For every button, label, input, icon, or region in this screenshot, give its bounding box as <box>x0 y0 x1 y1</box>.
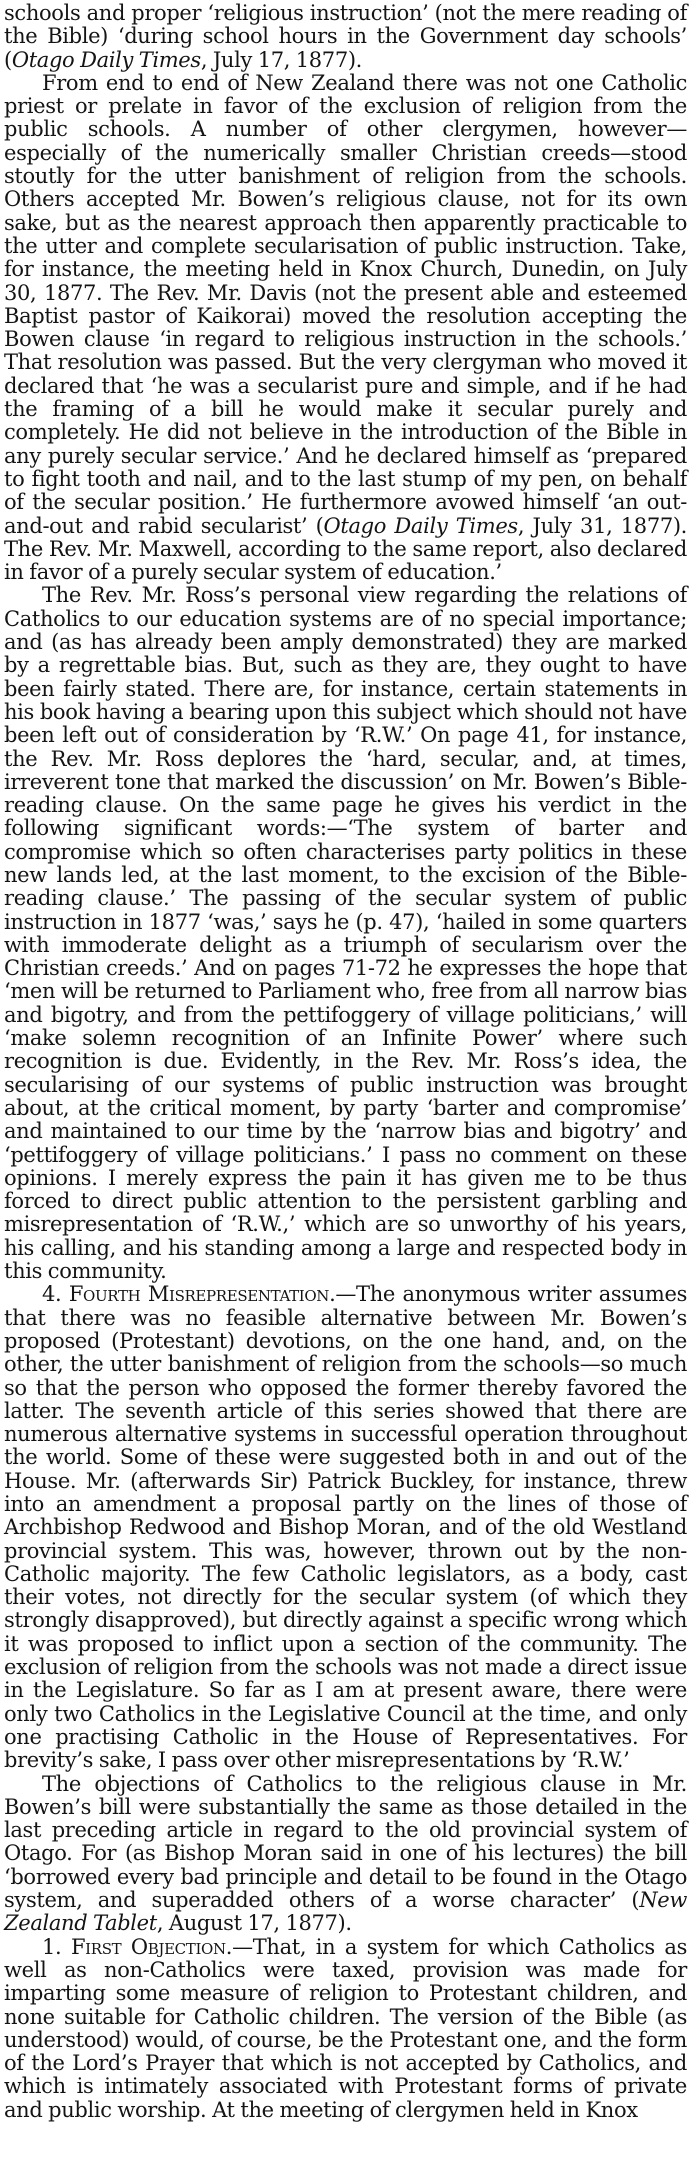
paragraph <box>4 72 687 585</box>
publication-title: Otago Daily Times <box>11 47 201 72</box>
section-heading: First Objection <box>70 1934 226 1959</box>
paragraph-text: .—The anonymous writer assumes that there was no feasible alternative between Mr. Bowen’s proposed (Protestant) devotions, on the one hand, and, on the other, the utter banishment of religion from the schools—so much so that the person who opposed the former thereby favored the latter. The seventh article of this series showed that there are numerous alternative systems in successful operation throughout the world. Some of these were suggested both in and out of the House. Mr. (afterwards Sir) Patrick Buckley, for instance, threw into an amendment a proposal partly on the lines of those of Archbishop Redwood and Bishop Moran, and of the old Westland provincial system. This was, however, thrown out by the non-Catholic majority. The few Catholic legislators, as a body, cast their votes, not directly for the secular system (of which they strongly disapproved), but directly against a specific wrong which it was proposed to inflict upon a section of the community. The exclusion of religion from the schools was not made a direct issue in the Legislature. So far as I am at present aware, there were only two Catholics in the Legislative Council at the time, and only one practising Catholic in the House of Representatives. For brevity’s sake, I pass over other misrepresentations by ‘R.W.’ <box>4 1282 687 1773</box>
paragraph-text: The objections of Catholics to the religious clause in Mr. Bowen’s bill were substantially the same as those detailed in the last preceding article in regard to the old provincial system of Otago. For (as Bishop Moran said in one of his lectures) the bill ‘borrowed every bad principle and detail to be found in the Otago system, and superadded others of a worse character’ ( <box>4 1771 687 1913</box>
article-body <box>4 2 687 2122</box>
paragraph <box>4 1936 687 2122</box>
paragraph-text: 1. <box>42 1934 71 1959</box>
paragraph-text: .—That, in a system for which Catholics as well as non-Catholics were taxed, provision was made for imparting some measure of religion to Protestant children, and none suitable for Catholic children. The version of the Bible (as understood) would, of course, be the Protestant one, and the form of the Lord’s Prayer that which is not accepted by Catholics, and which is intimately associated with Protestant forms of private and public worship. At the meeting of clergymen held in Knox <box>4 1934 687 2122</box>
paragraph-text: From end to end of New Zealand there was not one Catholic priest or prelate in favor of the exclusion of religion from the public schools. A number of other clergymen, however—especially of the numerically smaller Christian creeds—stood stoutly for the utter banishment of religion from the schools. Others accepted Mr. Bowen’s religious clause, not for its own sake, but as the nearest approach then apparently practicable to the utter and complete secularisation of public instruction. Take, for instance, the meeting held in Knox Church, Dunedin, on July 30, 1877. The Rev. Mr. Davis (not the present able and esteemed Baptist pastor of Kaikorai) moved the resolution accepting the Bowen clause ‘in regard to religious instruction in the schools.’ That resolution was passed. But the very clergyman who moved it declared that ‘he was a secularist pure and simple, and if he had the framing of a bill he would make it secular purely and completely. He did not believe in the introduction of the Bible in any purely secular service.’ And he declared himself as ‘prepared to fight tooth and nail, and to the last stump of my pen, on behalf of the secular position.’ He furthermore avowed himself ‘an out-and-out and rabid secularist’ ( <box>4 70 687 538</box>
publication-title: Otago Daily Times <box>323 513 518 538</box>
section-heading: Fourth Misrepresentation <box>68 1282 330 1307</box>
paragraph-text: The Rev. Mr. Ross’s personal view regarding the relations of Catholics to our education systems are of no special importance; and (as has already been amply demonstrated) they are marked by a regrettable bias. But, such as they are, they ought to have been fairly stated. There are, for instance, certain statements in his book having a bearing upon this subject which should not have been left out of consideration by ‘R.W.’ On page 41, for instance, the Rev. Mr. Ross deplores the ‘hard, secular, and, at times, irreverent tone that marked the discussion’ on Mr. Bowen’s Bible-reading clause. On the same page he gives his verdict in the following significant words:—‘The system of barter and compromise which so often characterises party politics in these new lands led, at the last moment, to the excision of the Bible-reading clause.’ The passing of the secular system of public instruction in 1877 ‘was,’ says he (p. 47), ‘hailed in some quarters with immoderate delight as a triumph of secularism over the Christian creeds.’ And on pages 71-72 he expresses the hope that ‘men will be returned to Parliament who, free from all narrow bias and bigotry, and from the pettifoggery of village politicians,’ will ‘make solemn recognition of an Infinite Power’ where such recognition is due. Evidently, in the Rev. Mr. Ross’s idea, the secularising of our systems of public instruction was brought about, at the critical moment, by party ‘barter and compromise’ and maintained to our time by the ‘narrow bias and bigotry’ and ‘pettifoggery of village politicians.’ I pass no comment on these opinions. I merely express the pain it has given me to be thus forced to direct public attention to the persistent garbling and misrepresentation of ‘R.W.,’ which are so unworthy of his years, his calling, and his standing among a large and respected body in this community. <box>4 583 687 1284</box>
paragraph <box>4 1773 687 1936</box>
paragraph <box>4 1283 687 1772</box>
paragraph <box>4 2 687 72</box>
paragraph-text: , July 31, 1877). The Rev. Mr. Maxwell, according to the same report, also declared in favor of a purely secular system of education.’ <box>4 513 688 585</box>
paragraph-text: , July 17, 1877). <box>200 47 362 72</box>
paragraph <box>4 584 687 1283</box>
paragraph-text: 4. <box>42 1282 69 1307</box>
paragraph-text: schools and proper ‘religious instruction’ (not the mere reading of the Bible) ‘during school hours in the Government day schools’ ( <box>4 1 687 72</box>
paragraph-text: , August 17, 1877). <box>156 1911 352 1936</box>
publication-title: New Zealand Tablet <box>4 1888 687 1936</box>
